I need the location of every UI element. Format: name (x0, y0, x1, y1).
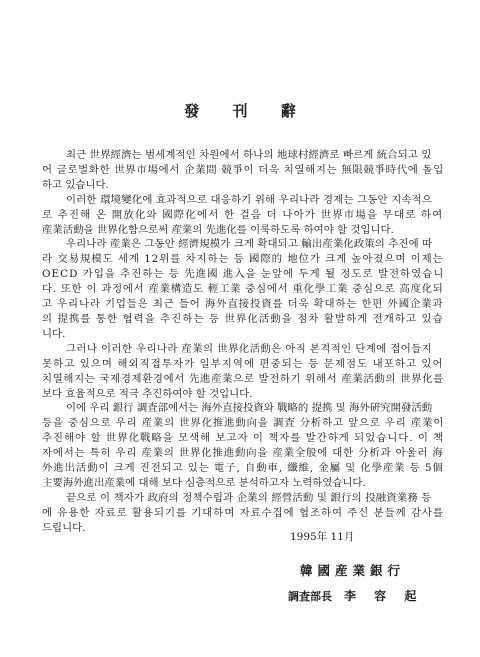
text-line: 보다 효율적으로 적극 추진하여야 할 것입니다. (42, 387, 253, 400)
paragraph (42, 491, 444, 536)
publication-date: 1995年 11月 (290, 531, 355, 543)
text-line: OECD 가입을 추진하는 등 先進國 進入을 눈앞에 두게 될 정도로 발전하였습니 (42, 268, 444, 281)
text-line: 끝으로 이 책자가 政府의 정책수립과 企業의 經營活動 및 銀行의 投融資業務 등 (66, 491, 432, 504)
text-line: 드립니다. (42, 521, 86, 534)
paragraph (42, 148, 444, 193)
text-line: 그러나 이러한 우리나라 産業의 世界化活動은 아직 본격적인 단계에 접어들지 (66, 342, 433, 355)
paragraph (42, 237, 444, 341)
document-body (42, 148, 444, 536)
text-line: 자에서는 특히 우리 産業의 世界化推進動向을 産業全般에 대한 分析과 아울러 海 (42, 447, 444, 460)
text-line: 고 우리나라 기업들은 최근 들어 海外直接投資를 더욱 확대하는 한편 外國企業과 (42, 298, 444, 311)
text-line: 라 交易規模도 세계 12위를 차지하는 등 國際的 地位가 크게 높아졌으며 이제는 (42, 253, 444, 266)
paragraph (42, 342, 444, 402)
document-title: 發 刊 辭 (184, 102, 310, 120)
signature-line (288, 587, 423, 604)
text-line: 다. 또한 이 과정에서 産業構造도 輕工業 중심에서 重化學工業 중심으로 高度化되 (42, 283, 444, 296)
paragraph (42, 193, 444, 238)
text-line: 에 유용한 자료로 활용되기를 기대하며 자료수집에 협조하여 주신 분들께 감사를 (42, 506, 444, 519)
text-line: 어 글로벌화한 世界市場에서 企業間 競爭이 더욱 치열해지는 無限競爭時代에 돌입 (42, 163, 444, 176)
text-line: 우리나라 産業은 그동안 經濟規模가 크게 확대되고 輸出産業化政策의 추진에 따 (66, 238, 433, 251)
text-line: 최근 世界經濟는 범세계적인 차원에서 하나의 地球村經濟로 빠르게 統合되고 있 (66, 149, 432, 161)
signer-name: 李 容 起 (344, 589, 424, 603)
text-line: 등을 중심으로 우리 産業의 世界化推進動向을 調査 分析하고 앞으로 우리 産業이 (42, 417, 444, 430)
text-line: 못하고 있으며 해외직접투자가 일부지역에 편중되는 등 문제점도 내포하고 있어 (42, 357, 444, 370)
text-line: 外進出活動이 크게 진전되고 있는 電子, 自動車, 纖維, 金屬 및 化學産業 등 5個 (42, 462, 444, 475)
department-title: 調査部長 (288, 590, 332, 603)
organization-name: 韓國産業銀行 (300, 563, 406, 578)
text-line: 하고 있습니다. (42, 178, 109, 191)
text-line: 主要海外進出産業에 대해 보다 심층적으로 분석하고자 노력하였습니다. (42, 476, 366, 489)
paragraph (42, 401, 444, 490)
text-line: 니다. (42, 327, 66, 340)
text-line: 의 提携를 통한 협력을 추진하는 등 世界化活動을 점차 활발하게 전개하고 있습 (42, 312, 444, 325)
text-line: 치열해지는 국제경제환경에서 先進産業으로 발전하기 위해서 産業活動의 世界化를 (42, 372, 444, 385)
text-line: 産業活動을 世界化함으로써 産業의 先進化를 이룩하도록 하여야 할 것입니다. (42, 223, 394, 236)
text-line: 추진해야 할 世界化戰略을 모색해 보고자 이 책자를 발간하게 되었습니다. 이 책 (42, 432, 444, 445)
text-line: 로 추진해 온 開放化와 國際化에서 한 걸음 더 나아가 世界市場을 무대로 하여 (42, 208, 444, 221)
text-line: 이러한 環境變化에 효과적으로 대응하기 위해 우리나라 경제는 그동안 지속적으 (66, 193, 433, 206)
text-line: 이에 우리 銀行 調査部에서는 海外直接投資와 戰略的 提携 및 海外硏究開發活動 (66, 402, 433, 415)
